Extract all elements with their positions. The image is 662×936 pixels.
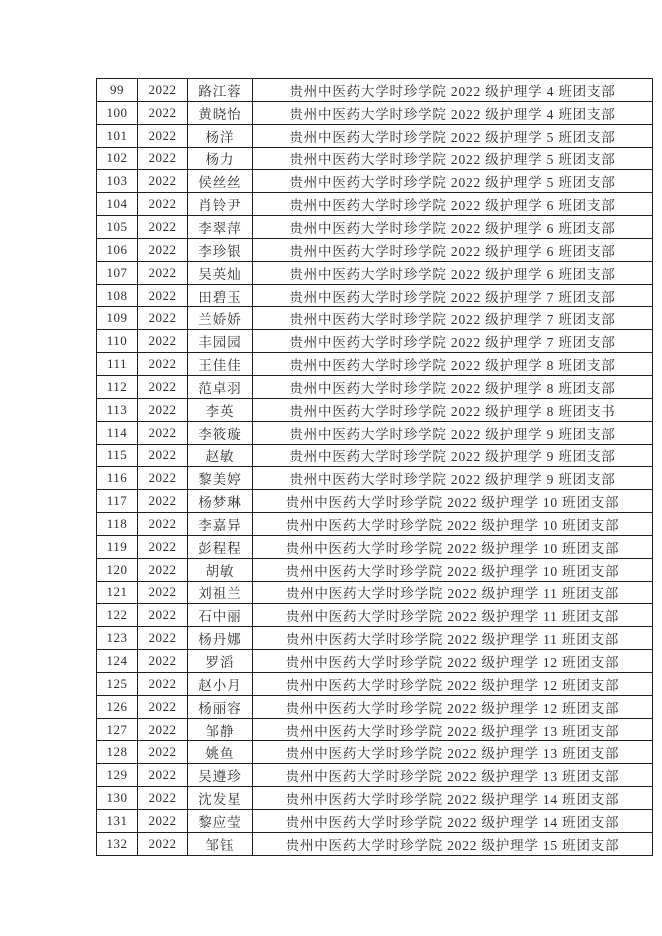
- table-row: [97, 467, 653, 490]
- name-cell: 彭程程: [188, 535, 253, 558]
- year-cell: 2022: [138, 238, 188, 261]
- year-cell: 2022: [138, 741, 188, 764]
- index-cell: 127: [97, 718, 138, 741]
- index-cell: 129: [97, 764, 138, 787]
- table-row: [97, 718, 653, 741]
- year-cell: 2022: [138, 490, 188, 513]
- table-row: [97, 101, 653, 124]
- index-cell: 104: [97, 193, 138, 216]
- year-cell: 2022: [138, 307, 188, 330]
- year-cell: 2022: [138, 627, 188, 650]
- table-row: [97, 604, 653, 627]
- org-cell: 贵州中医药大学时珍学院 2022 级护理学 6 班团支部: [253, 261, 653, 284]
- table-row: [97, 193, 653, 216]
- org-cell: 贵州中医药大学时珍学院 2022 级护理学 12 班团支部: [253, 650, 653, 673]
- table-row: [97, 581, 653, 604]
- table-row: [97, 330, 653, 353]
- name-cell: 邹钰: [188, 832, 253, 855]
- org-cell: 贵州中医药大学时珍学院 2022 级护理学 7 班团支部: [253, 330, 653, 353]
- org-cell: 贵州中医药大学时珍学院 2022 级护理学 10 班团支部: [253, 535, 653, 558]
- org-cell: 贵州中医药大学时珍学院 2022 级护理学 12 班团支部: [253, 672, 653, 695]
- table-row: [97, 261, 653, 284]
- index-cell: 106: [97, 238, 138, 261]
- index-cell: 123: [97, 627, 138, 650]
- org-cell: 贵州中医药大学时珍学院 2022 级护理学 5 班团支部: [253, 124, 653, 147]
- table-row: [97, 490, 653, 513]
- table-row: [97, 741, 653, 764]
- table-row: [97, 398, 653, 421]
- table-row: [97, 444, 653, 467]
- table-row: [97, 353, 653, 376]
- index-cell: 132: [97, 832, 138, 855]
- name-cell: 赵小月: [188, 672, 253, 695]
- name-cell: 赵敏: [188, 444, 253, 467]
- index-cell: 117: [97, 490, 138, 513]
- table-row: [97, 558, 653, 581]
- org-cell: 贵州中医药大学时珍学院 2022 级护理学 11 班团支部: [253, 581, 653, 604]
- org-cell: 贵州中医药大学时珍学院 2022 级护理学 7 班团支部: [253, 307, 653, 330]
- name-cell: 吴遵珍: [188, 764, 253, 787]
- table-row: [97, 787, 653, 810]
- name-cell: 李英: [188, 398, 253, 421]
- index-cell: 107: [97, 261, 138, 284]
- index-cell: 119: [97, 535, 138, 558]
- table-row: [97, 238, 653, 261]
- year-cell: 2022: [138, 787, 188, 810]
- name-cell: 杨梦琳: [188, 490, 253, 513]
- year-cell: 2022: [138, 581, 188, 604]
- year-cell: 2022: [138, 535, 188, 558]
- org-cell: 贵州中医药大学时珍学院 2022 级护理学 8 班团支部: [253, 353, 653, 376]
- index-cell: 103: [97, 170, 138, 193]
- org-cell: 贵州中医药大学时珍学院 2022 级护理学 13 班团支部: [253, 718, 653, 741]
- index-cell: 102: [97, 147, 138, 170]
- name-cell: 李翠萍: [188, 216, 253, 239]
- index-cell: 125: [97, 672, 138, 695]
- year-cell: 2022: [138, 672, 188, 695]
- year-cell: 2022: [138, 353, 188, 376]
- table-body: [97, 79, 653, 856]
- index-cell: 131: [97, 810, 138, 833]
- org-cell: 贵州中医药大学时珍学院 2022 级护理学 4 班团支部: [253, 79, 653, 102]
- org-cell: 贵州中医药大学时珍学院 2022 级护理学 11 班团支部: [253, 627, 653, 650]
- org-cell: 贵州中医药大学时珍学院 2022 级护理学 10 班团支部: [253, 490, 653, 513]
- name-cell: 黎应莹: [188, 810, 253, 833]
- table-row: [97, 216, 653, 239]
- org-cell: 贵州中医药大学时珍学院 2022 级护理学 6 班团支部: [253, 193, 653, 216]
- org-cell: 贵州中医药大学时珍学院 2022 级护理学 10 班团支部: [253, 513, 653, 536]
- table-row: [97, 284, 653, 307]
- table-row: [97, 421, 653, 444]
- table-row: [97, 307, 653, 330]
- name-cell: 邹静: [188, 718, 253, 741]
- name-cell: 侯丝丝: [188, 170, 253, 193]
- table-row: [97, 124, 653, 147]
- year-cell: 2022: [138, 193, 188, 216]
- index-cell: 101: [97, 124, 138, 147]
- org-cell: 贵州中医药大学时珍学院 2022 级护理学 7 班团支部: [253, 284, 653, 307]
- org-cell: 贵州中医药大学时珍学院 2022 级护理学 10 班团支部: [253, 558, 653, 581]
- index-cell: 110: [97, 330, 138, 353]
- org-cell: 贵州中医药大学时珍学院 2022 级护理学 12 班团支部: [253, 695, 653, 718]
- org-cell: 贵州中医药大学时珍学院 2022 级护理学 6 班团支部: [253, 216, 653, 239]
- index-cell: 116: [97, 467, 138, 490]
- table-row: [97, 650, 653, 673]
- year-cell: 2022: [138, 695, 188, 718]
- year-cell: 2022: [138, 79, 188, 102]
- table-row: [97, 810, 653, 833]
- org-cell: 贵州中医药大学时珍学院 2022 级护理学 9 班团支部: [253, 421, 653, 444]
- table-row: [97, 147, 653, 170]
- table-row: [97, 170, 653, 193]
- index-cell: 115: [97, 444, 138, 467]
- year-cell: 2022: [138, 398, 188, 421]
- name-cell: 李珍银: [188, 238, 253, 261]
- index-cell: 109: [97, 307, 138, 330]
- table-row: [97, 79, 653, 102]
- index-cell: 126: [97, 695, 138, 718]
- org-cell: 贵州中医药大学时珍学院 2022 级护理学 8 班团支书: [253, 398, 653, 421]
- name-cell: 罗滔: [188, 650, 253, 673]
- index-cell: 128: [97, 741, 138, 764]
- org-cell: 贵州中医药大学时珍学院 2022 级护理学 4 班团支部: [253, 101, 653, 124]
- name-cell: 胡敏: [188, 558, 253, 581]
- name-cell: 兰娇娇: [188, 307, 253, 330]
- org-cell: 贵州中医药大学时珍学院 2022 级护理学 8 班团支部: [253, 375, 653, 398]
- index-cell: 121: [97, 581, 138, 604]
- table-row: [97, 513, 653, 536]
- roster-table: [96, 78, 653, 856]
- year-cell: 2022: [138, 604, 188, 627]
- org-cell: 贵州中医药大学时珍学院 2022 级护理学 15 班团支部: [253, 832, 653, 855]
- table-row: [97, 535, 653, 558]
- name-cell: 田碧玉: [188, 284, 253, 307]
- index-cell: 105: [97, 216, 138, 239]
- org-cell: 贵州中医药大学时珍学院 2022 级护理学 9 班团支部: [253, 467, 653, 490]
- org-cell: 贵州中医药大学时珍学院 2022 级护理学 9 班团支部: [253, 444, 653, 467]
- year-cell: 2022: [138, 330, 188, 353]
- name-cell: 黎美婷: [188, 467, 253, 490]
- index-cell: 108: [97, 284, 138, 307]
- name-cell: 路江蓉: [188, 79, 253, 102]
- name-cell: 黄晓怡: [188, 101, 253, 124]
- year-cell: 2022: [138, 101, 188, 124]
- index-cell: 130: [97, 787, 138, 810]
- org-cell: 贵州中医药大学时珍学院 2022 级护理学 14 班团支部: [253, 787, 653, 810]
- name-cell: 肖铃尹: [188, 193, 253, 216]
- year-cell: 2022: [138, 718, 188, 741]
- name-cell: 丰园园: [188, 330, 253, 353]
- table-row: [97, 832, 653, 855]
- org-cell: 贵州中医药大学时珍学院 2022 级护理学 13 班团支部: [253, 741, 653, 764]
- name-cell: 刘祖兰: [188, 581, 253, 604]
- year-cell: 2022: [138, 261, 188, 284]
- year-cell: 2022: [138, 764, 188, 787]
- org-cell: 贵州中医药大学时珍学院 2022 级护理学 5 班团支部: [253, 147, 653, 170]
- year-cell: 2022: [138, 421, 188, 444]
- org-cell: 贵州中医药大学时珍学院 2022 级护理学 13 班团支部: [253, 764, 653, 787]
- index-cell: 112: [97, 375, 138, 398]
- name-cell: 吴英灿: [188, 261, 253, 284]
- year-cell: 2022: [138, 147, 188, 170]
- name-cell: 杨丹娜: [188, 627, 253, 650]
- table-row: [97, 695, 653, 718]
- index-cell: 111: [97, 353, 138, 376]
- index-cell: 114: [97, 421, 138, 444]
- index-cell: 124: [97, 650, 138, 673]
- table-row: [97, 627, 653, 650]
- org-cell: 贵州中医药大学时珍学院 2022 级护理学 6 班团支部: [253, 238, 653, 261]
- index-cell: 100: [97, 101, 138, 124]
- table-row: [97, 764, 653, 787]
- name-cell: 姚鱼: [188, 741, 253, 764]
- year-cell: 2022: [138, 832, 188, 855]
- name-cell: 杨洋: [188, 124, 253, 147]
- year-cell: 2022: [138, 170, 188, 193]
- name-cell: 李嘉异: [188, 513, 253, 536]
- name-cell: 范卓羽: [188, 375, 253, 398]
- year-cell: 2022: [138, 216, 188, 239]
- index-cell: 113: [97, 398, 138, 421]
- org-cell: 贵州中医药大学时珍学院 2022 级护理学 11 班团支部: [253, 604, 653, 627]
- name-cell: 杨力: [188, 147, 253, 170]
- org-cell: 贵州中医药大学时珍学院 2022 级护理学 14 班团支部: [253, 810, 653, 833]
- name-cell: 杨丽容: [188, 695, 253, 718]
- name-cell: 沈发星: [188, 787, 253, 810]
- year-cell: 2022: [138, 558, 188, 581]
- year-cell: 2022: [138, 124, 188, 147]
- index-cell: 120: [97, 558, 138, 581]
- year-cell: 2022: [138, 650, 188, 673]
- year-cell: 2022: [138, 810, 188, 833]
- table-row: [97, 672, 653, 695]
- name-cell: 王佳佳: [188, 353, 253, 376]
- index-cell: 99: [97, 79, 138, 102]
- index-cell: 122: [97, 604, 138, 627]
- year-cell: 2022: [138, 513, 188, 536]
- name-cell: 石中丽: [188, 604, 253, 627]
- table-row: [97, 375, 653, 398]
- year-cell: 2022: [138, 284, 188, 307]
- index-cell: 118: [97, 513, 138, 536]
- org-cell: 贵州中医药大学时珍学院 2022 级护理学 5 班团支部: [253, 170, 653, 193]
- year-cell: 2022: [138, 467, 188, 490]
- name-cell: 李筱璇: [188, 421, 253, 444]
- year-cell: 2022: [138, 375, 188, 398]
- year-cell: 2022: [138, 444, 188, 467]
